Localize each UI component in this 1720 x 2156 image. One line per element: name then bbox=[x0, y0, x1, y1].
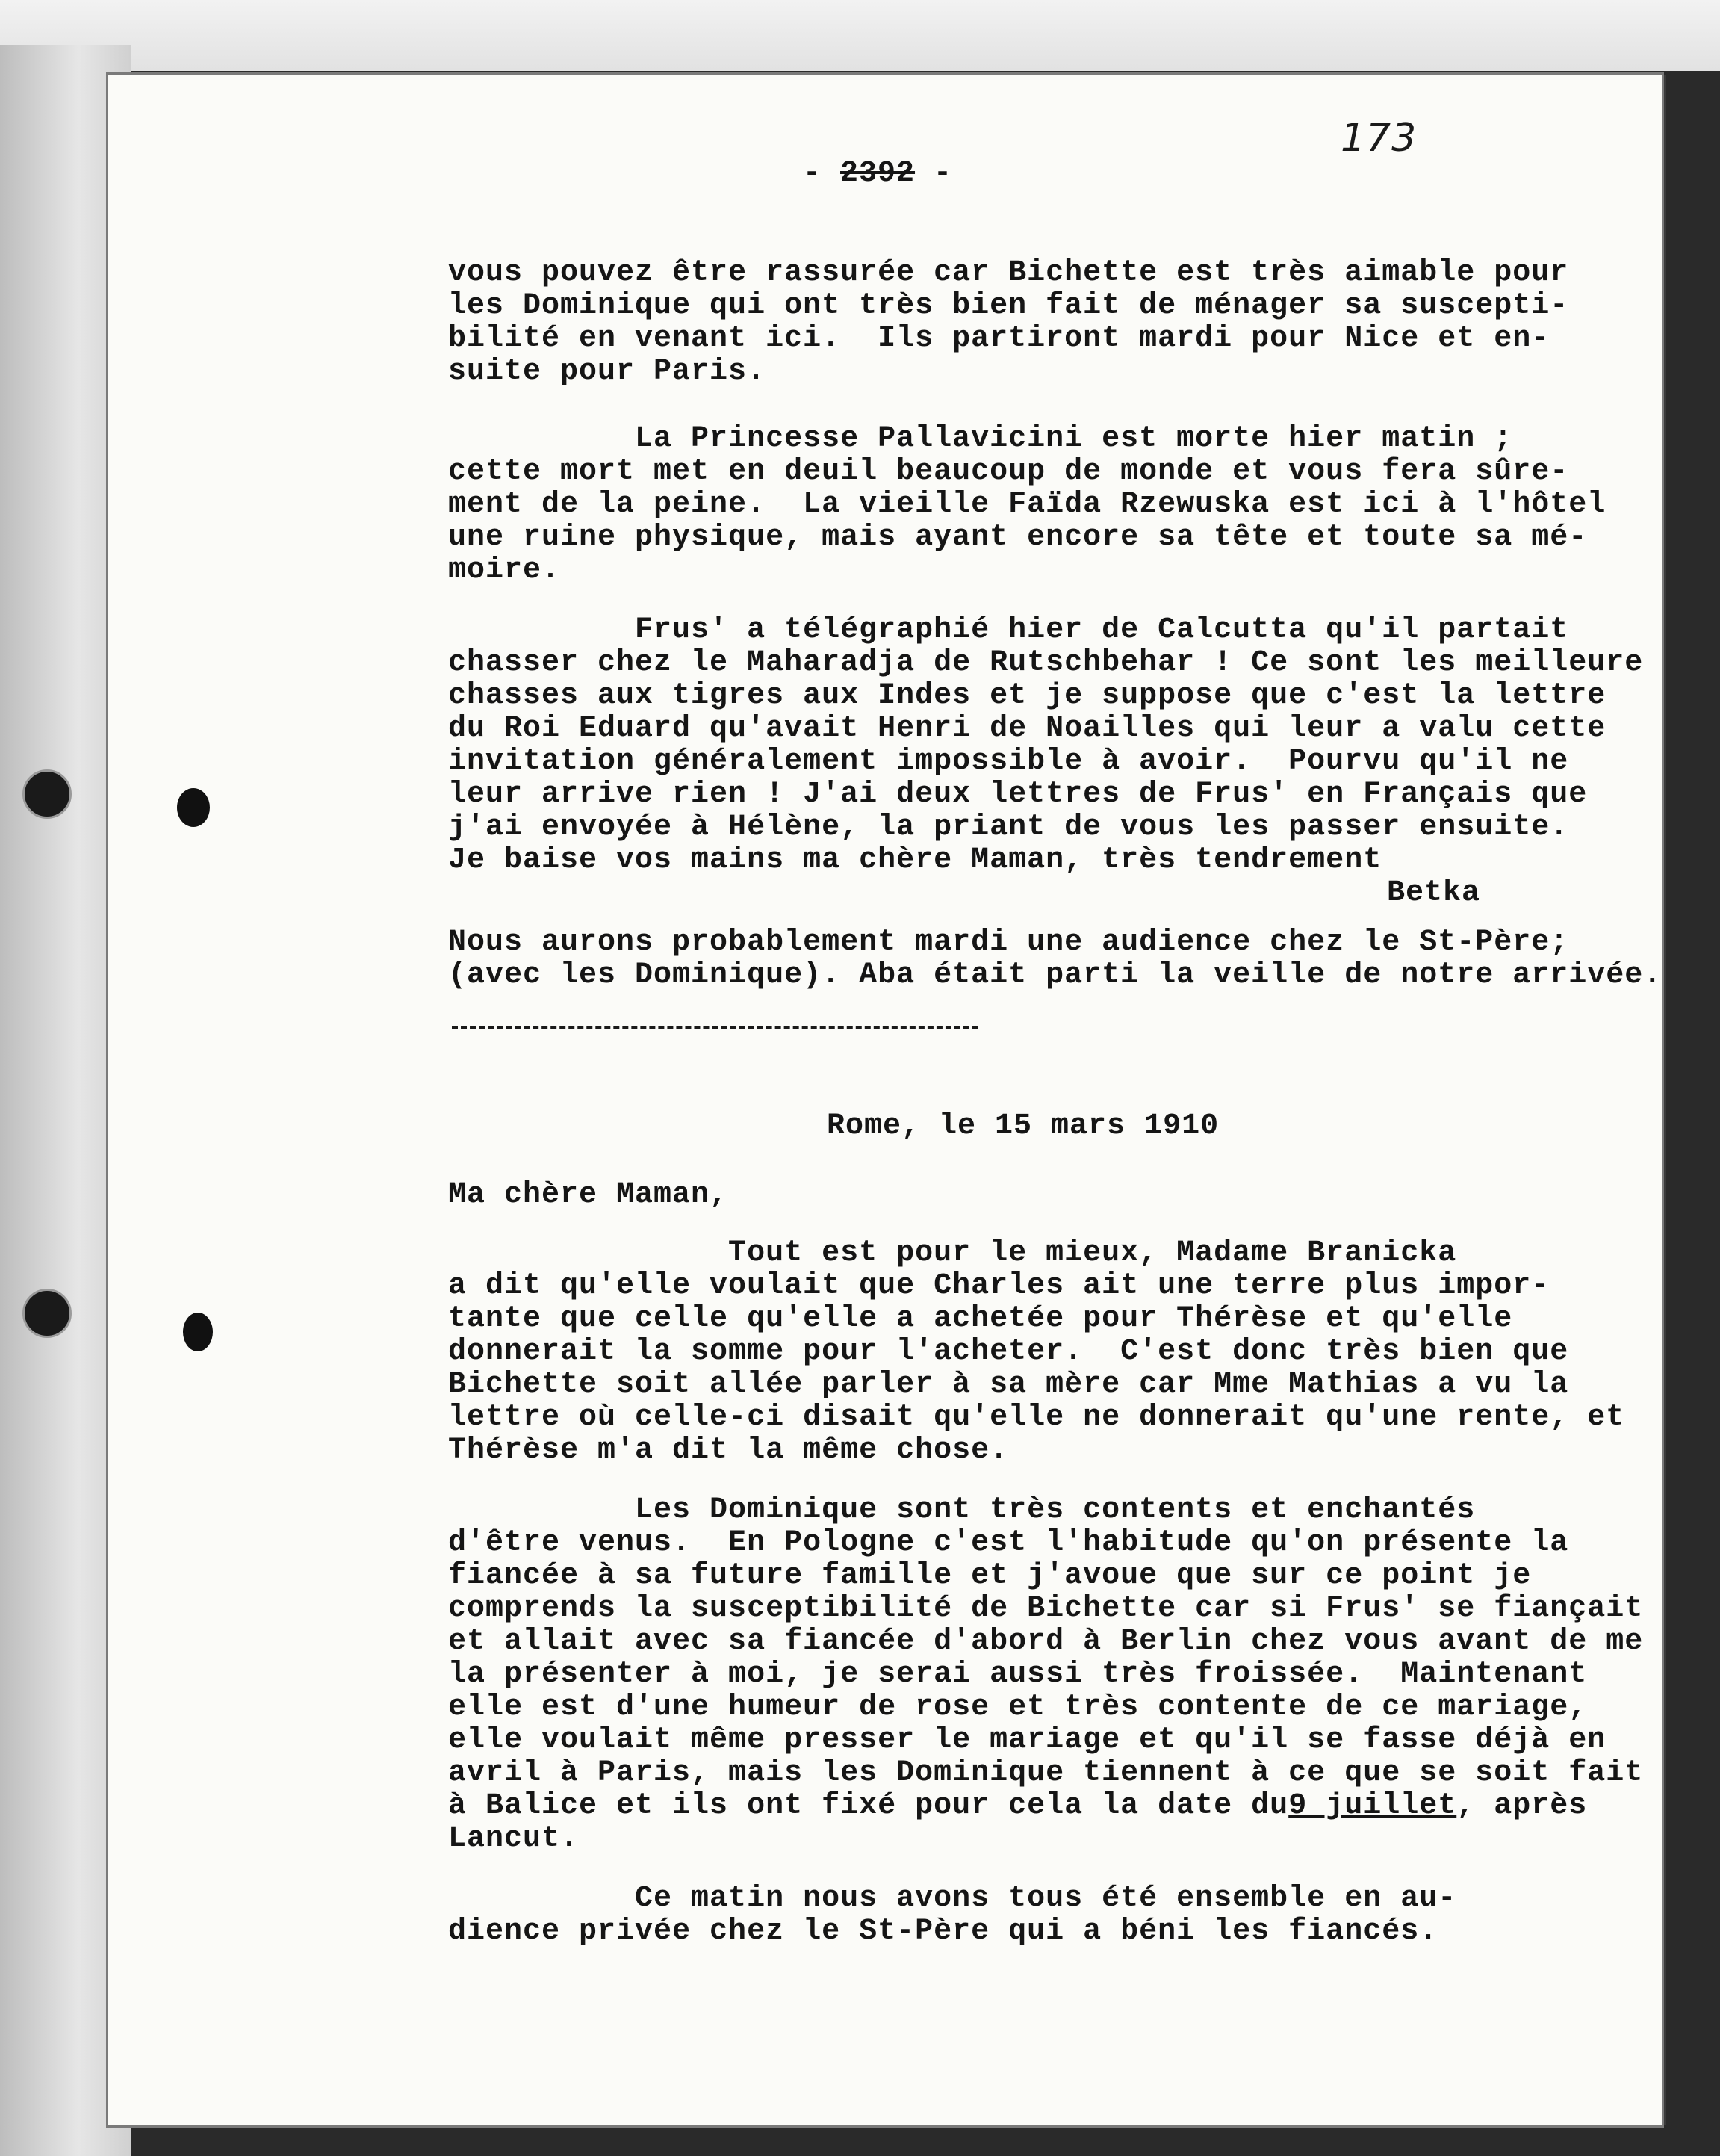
text-line: fiancée à sa future famille et j'avoue que sur ce point je bbox=[448, 1559, 1532, 1593]
text-line: vous pouvez être rassurée car Bichette est très aimable pour bbox=[448, 256, 1569, 290]
punch-hole-icon bbox=[22, 769, 72, 819]
signature: Betka bbox=[1387, 876, 1481, 910]
text-line: invitation généralement impossible à avoir. Pourvu qu'il ne bbox=[448, 745, 1569, 778]
typewritten-text bbox=[108, 75, 1662, 2125]
text-line: tante que celle qu'elle a achetée pour Thérèse et qu'elle bbox=[448, 1302, 1513, 1336]
text-line: comprends la susceptibilité de Bichette car si Frus' se fiançait bbox=[448, 1592, 1644, 1626]
folio-number: 173 bbox=[1341, 116, 1418, 161]
text-line: Tout est pour le mieux, Madame Branicka bbox=[448, 1236, 1457, 1270]
text-line: cette mort met en deuil beaucoup de monde et vous fera sûre- bbox=[448, 455, 1569, 489]
text-line: leur arrive rien ! J'ai deux lettres de Frus' en Français que bbox=[448, 778, 1588, 811]
text-line: La Princesse Pallavicini est morte hier matin ; bbox=[448, 422, 1513, 456]
text-line: Ce matin nous avons tous été ensemble en au- bbox=[448, 1882, 1457, 1915]
text-line: (avec les Dominique). Aba était parti la veille de notre arrivée. bbox=[448, 958, 1662, 992]
text-line: Frus' a télégraphié hier de Calcutta qu'il partait bbox=[448, 613, 1569, 647]
text-line: d'être venus. En Pologne c'est l'habitude qu'on présente la bbox=[448, 1526, 1569, 1560]
text-line: Je baise vos mains ma chère Maman, très tendrement bbox=[448, 843, 1382, 877]
document-page bbox=[108, 75, 1662, 2125]
text-line: suite pour Paris. bbox=[448, 355, 766, 388]
text-segment: , après bbox=[1456, 1789, 1588, 1823]
text-line: dience privée chez le St-Père qui a béni les fiancés. bbox=[448, 1915, 1438, 1948]
text-line: Thérèse m'a dit la même chose. bbox=[448, 1434, 1009, 1467]
text-line: chasses aux tigres aux Indes et je suppose que c'est la lettre bbox=[448, 679, 1606, 713]
dashed-separator bbox=[452, 1026, 978, 1029]
page-number-suffix: - bbox=[915, 157, 953, 190]
punch-hole-icon bbox=[22, 1289, 72, 1338]
text-line: bilité en venant ici. Ils partiront mardi pour Nice et en- bbox=[448, 322, 1550, 356]
text-line: Bichette soit allée parler à sa mère car Mme Mathias a vu la bbox=[448, 1368, 1569, 1401]
text-segment: à Balice et ils ont fixé pour cela la date du bbox=[448, 1789, 1289, 1823]
page-number-struck: 2392 bbox=[840, 157, 916, 190]
text-line: avril à Paris, mais les Dominique tiennent à ce que se soit fait bbox=[448, 1756, 1644, 1790]
text-line: donnerait la somme pour l'acheter. C'est donc très bien que bbox=[448, 1335, 1569, 1369]
underlined-date: 9 juillet bbox=[1288, 1789, 1457, 1823]
text-line: une ruine physique, mais ayant encore sa tête et toute sa mé- bbox=[448, 521, 1588, 554]
binder-top-edge bbox=[0, 0, 1720, 71]
text-line: lettre où celle-ci disait qu'elle ne donnerait qu'une rente, et bbox=[448, 1401, 1625, 1434]
text-line: elle voulait même presser le mariage et qu'il se fasse déjà en bbox=[448, 1723, 1606, 1757]
text-line: Les Dominique sont très contents et enchantés bbox=[448, 1493, 1476, 1527]
salutation: Ma chère Maman, bbox=[448, 1178, 729, 1212]
text-line: Lancut. bbox=[448, 1822, 580, 1856]
text-line: Nous aurons probablement mardi une audience chez le St-Père; bbox=[448, 926, 1569, 959]
page-number-prefix: - bbox=[803, 157, 841, 190]
text-line: j'ai envoyée à Hélène, la priant de vous les passer ensuite. bbox=[448, 811, 1569, 844]
text-line: elle est d'une humeur de rose et très contente de ce mariage, bbox=[448, 1691, 1588, 1724]
text-line: les Dominique qui ont très bien fait de ménager sa suscepti- bbox=[448, 289, 1569, 323]
page-number bbox=[803, 157, 952, 190]
text-line bbox=[448, 1790, 1587, 1823]
text-line: a dit qu'elle voulait que Charles ait une terre plus impor- bbox=[448, 1269, 1550, 1303]
text-line: du Roi Eduard qu'avait Henri de Noailles qui leur a valu cette bbox=[448, 712, 1606, 746]
text-line: ment de la peine. La vieille Faïda Rzewuska est ici à l'hôtel bbox=[448, 488, 1606, 521]
text-line: et allait avec sa fiancée d'abord à Berlin chez vous avant de me bbox=[448, 1625, 1644, 1658]
text-line: chasser chez le Maharadja de Rutschbehar ! Ce sont les meilleure bbox=[448, 646, 1644, 680]
date-line: Rome, le 15 mars 1910 bbox=[827, 1109, 1220, 1143]
text-line: moire. bbox=[448, 554, 561, 587]
text-line: la présenter à moi, je serai aussi très froissée. Maintenant bbox=[448, 1658, 1588, 1691]
